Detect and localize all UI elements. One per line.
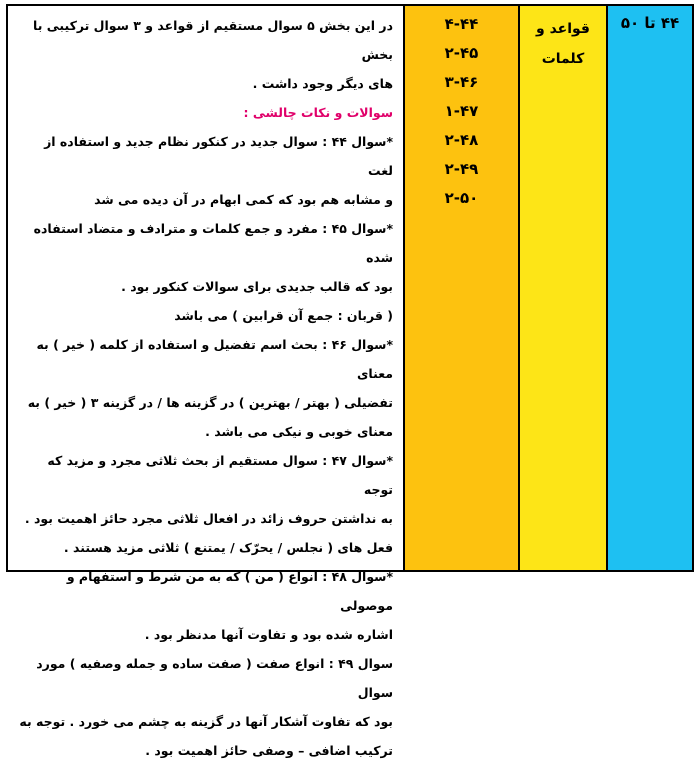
description-line: تفضیلی ( بهتر / بهترین ) در گزینه ها / در گزینه ۳ ( خیر ) به [27,395,393,410]
description-line: به نداشتن حروف زائد در افعال ثلاثی مجرد حائز اهمیت بود . [24,511,393,526]
answer-key: ۴-۴۴ [444,15,479,33]
answers-column [403,6,518,570]
description-line: *سوال ۴۵ : مفرد و جمع کلمات و مترادف و متضاد استفاده شده [33,221,393,265]
answer-key: ۲-۴۸ [444,131,479,149]
description-line: ( قربان : جمع آن قرابین ) می باشد [174,308,393,323]
topic-line: قواعد و [536,21,590,37]
answer-list [405,6,518,213]
answer-key: ۲-۵۰ [444,189,479,207]
range-column [606,6,692,570]
description-line: معنای خوبی و نیکی می باشد . [205,424,393,439]
topic-line: کلمات [541,51,585,67]
description-line: *سوال ۴۴ : سوال جدید در کنکور نظام جدید و استفاده از لغت [44,134,393,178]
section-heading: سوالات و نکات چالشی : [243,105,393,120]
description-line: فعل های ( نجلس / یحرّک / یمتنع ) ثلاثی مزید هستند . [63,540,393,555]
answer-key: ۲-۴۵ [444,44,479,62]
description-line: بود که قالب جدیدی برای سوالات کنکور بود . [121,279,393,294]
description-line: *سوال ۴۸ : انواع ( من ) که به من شرط و استفهام و موصولی [66,569,393,613]
description-line: *سوال ۴۷ : سوال مستقیم از بحث ثلاثی مجرد و مزید که توجه [47,453,393,497]
intro-line: های دیگر وجود داشت . [252,76,393,91]
answer-key: ۱-۴۷ [444,102,479,120]
intro-line: در این بخش ۵ سوال مستقیم از قواعد و ۳ سوال ترکیبی با بخش [33,18,393,62]
answer-key: ۳-۴۶ [444,73,479,91]
description-line: ترکیب اضافی – وصفی حائز اهمیت بود . [145,743,393,758]
description-line: اشاره شده بود و تفاوت آنها مدنظر بود . [144,627,393,642]
topic-column [518,6,606,570]
description-text [8,6,403,765]
description-line: بود که تفاوت آشکار آنها در گزینه به چشم می خورد . توجه به [19,714,393,729]
description-line: و مشابه هم بود که کمی ابهام در آن دیده می شد [94,192,393,207]
description-line: سوال ۴۹ : انواع صفت ( صفت ساده و جمله وصفیه ) مورد سوال [36,656,393,700]
answer-table [6,4,694,758]
question-range: ۴۴ تا ۵۰ [620,14,680,32]
topic-title [520,6,606,74]
description-column [8,6,403,758]
description-line: *سوال ۴۶ : بحث اسم تفضیل و استفاده از کلمه ( خیر ) به معنای [36,337,393,381]
answer-key: ۲-۴۹ [444,160,479,178]
